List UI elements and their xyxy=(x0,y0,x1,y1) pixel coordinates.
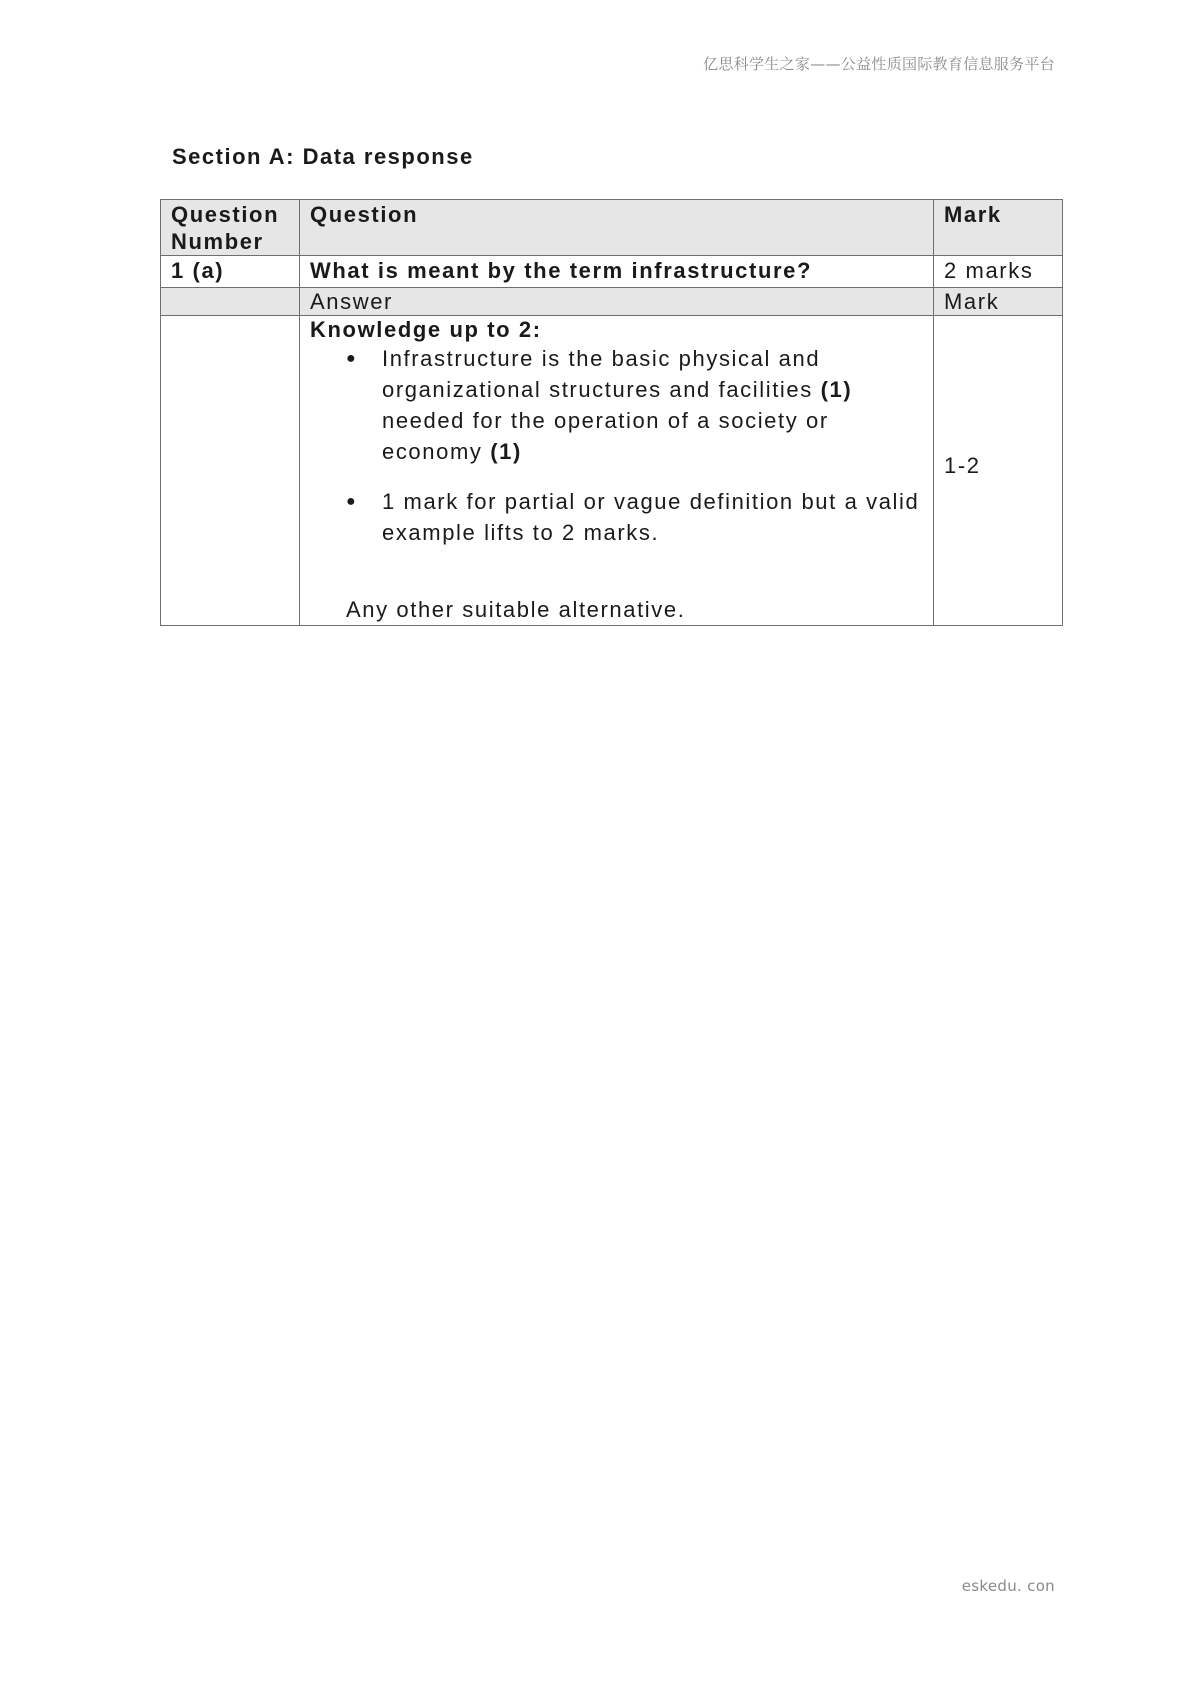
mark-range-cell xyxy=(934,316,1063,626)
answer-header-label: Answer xyxy=(300,288,934,316)
bullet-2-text: 1 mark for partial or vague definition but a valid example lifts to 2 marks. xyxy=(382,489,920,545)
alternative-note: Any other suitable alternative. xyxy=(346,597,686,622)
header-question-number: Question Number xyxy=(161,200,300,256)
list-item xyxy=(310,486,923,548)
question-number: 1 (a) xyxy=(161,256,300,288)
table-header-row xyxy=(161,200,1063,256)
answer-header-blank xyxy=(161,288,300,316)
knowledge-heading: Knowledge up to 2: xyxy=(310,317,542,342)
answer-row xyxy=(161,316,1063,626)
footer-watermark: eskedu. con xyxy=(961,1577,1055,1595)
bullet-icon: ● xyxy=(346,493,358,510)
bullet-1-mark-a: (1) xyxy=(820,377,853,402)
mark-scheme-table xyxy=(160,199,1063,626)
header-question: Question xyxy=(300,200,934,256)
bullet-1-text-b: needed for the operation of a society or economy xyxy=(382,408,829,464)
header-watermark: 亿思科学生之家——公益性质国际教育信息服务平台 xyxy=(703,55,1055,73)
list-item xyxy=(310,343,923,467)
question-marks: 2 marks xyxy=(934,256,1063,288)
question-row xyxy=(161,256,1063,288)
bullet-icon: ● xyxy=(346,350,358,367)
mark-range: 1-2 xyxy=(944,453,981,478)
answer-header-mark: Mark xyxy=(934,288,1063,316)
bullet-1-mark-b: (1) xyxy=(490,439,522,464)
section-title: Section A: Data response xyxy=(172,144,474,169)
answer-points xyxy=(310,343,923,548)
question-text: What is meant by the term infrastructure? xyxy=(300,256,934,288)
header-mark: Mark xyxy=(934,200,1063,256)
bullet-1-text-a: Infrastructure is the basic physical and organizational structures and facilities xyxy=(382,346,821,402)
answer-header-row xyxy=(161,288,1063,316)
answer-number-blank xyxy=(161,316,300,626)
answer-content xyxy=(300,316,934,626)
